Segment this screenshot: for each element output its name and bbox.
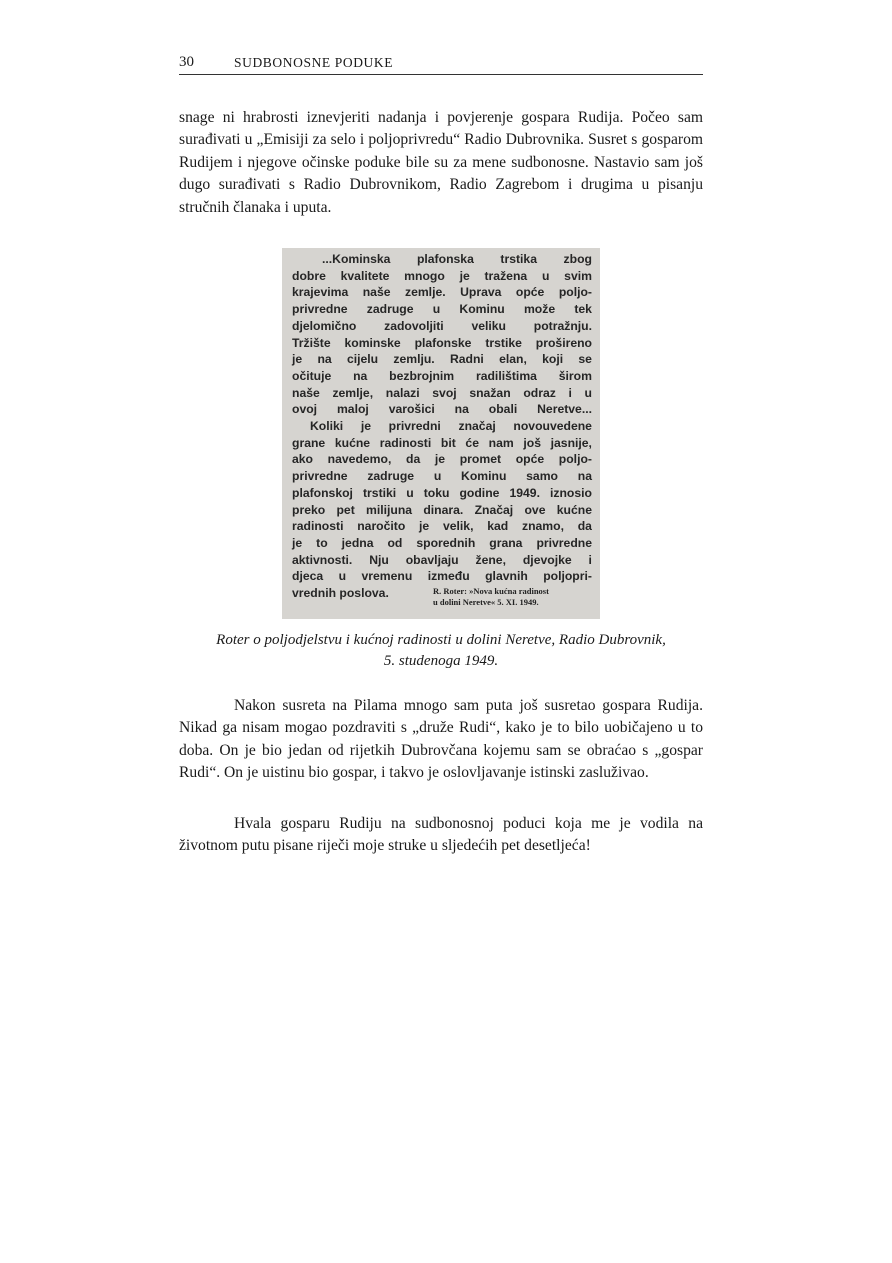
caption-line-1: Roter o poljodjelstvu i kućnoj radinosti u dolini Neretve, Radio Dubrovnik, — [216, 632, 666, 648]
body-paragraph-2: Nakon susreta na Pilama mnogo sam puta još susretao gospara Rudija. Nikad ga nisam mogao pozdraviti s „druže Rudi“, kako je to bilo uobičajeno u to doba. On je bio jedan od rijetkih Dubrovčana kojemu sam se obraćao s „gospar Rudi“. On je uistinu bio gospar, i takvo je oslovljavanje istinski zasluživao. — [179, 697, 703, 782]
clipping-line: privredne zadruge u Kominu može tek — [292, 302, 592, 317]
clipping-line: Tržište kominske plafonske trstike prošireno — [292, 335, 592, 350]
clipping-line: krajevima naše zemlje. Uprava opće poljo- — [292, 285, 592, 300]
body-paragraph-3: Hvala gosparu Rudiju na sudbonosnoj poduci koja me je vodila na životnom putu pisane riječi moje struke u sljedećih pet desetljeća! — [179, 815, 703, 855]
page-header — [179, 53, 703, 75]
clipping-line: Koliki je privredni značaj novouvedene — [310, 419, 592, 434]
clipping-source-line-2: u dolini Neretve« 5. XI. 1949. — [433, 597, 539, 607]
body-paragraph-1: snage ni hrabrosti iznevjeriti nadanja i povjerenje gospara Rudija. Počeo sam surađivati u „Emisiji za selo i poljoprivredu“ Radio Dubrovnika. Susret s gosparom Rudijem i njegove očinske poduke bile su za mene sudbonosne. Nastavio sam još dugo surađivati s Radio Dubrovnikom, Radio Zagrebom i drugima u pisanju stručnih članaka i uputa. — [179, 109, 703, 216]
clipping-line: djeca u vremenu između glavnih poljopri- — [292, 569, 592, 584]
caption-line-2: 5. studenoga 1949. — [383, 653, 499, 669]
clipping-line: plafonskoj trstiki u toku godine 1949. iznosio — [292, 485, 592, 500]
clipping-line: ovoj maloj varošici na obali Neretve... — [292, 402, 592, 417]
clipping-source-citation — [433, 586, 549, 608]
clipping-text — [292, 251, 592, 602]
clipping-line: ako navedemo, da je promet opće poljo- — [292, 452, 592, 467]
clipping-line: vrednih poslova. — [292, 586, 389, 601]
newspaper-clipping-image — [282, 248, 600, 619]
clipping-line: aktivnosti. Nju obavljaju žene, djevojke i — [292, 552, 592, 567]
clipping-line: djelomično zadovoljiti veliku potražnju. — [292, 318, 592, 333]
clipping-line: privredne zadruge u Kominu samo na — [292, 469, 592, 484]
clipping-line: je na cijelu zemlju. Radni elan, koji se — [292, 352, 592, 367]
clipping-line: je to jedna od sporednih grana privredne — [292, 535, 592, 550]
clipping-line: preko pet milijuna dinara. Značaj ove kućne — [292, 502, 592, 517]
image-caption — [179, 630, 703, 672]
clipping-line: ...Kominska plafonska trstika zbog — [322, 252, 592, 266]
clipping-line: grane kućne radinosti bit će nam još jasnije, — [292, 435, 592, 450]
clipping-source-line-1: R. Roter: »Nova kućna radinost — [433, 586, 549, 596]
clipping-line: očituje na bezbrojnim radilištima širom — [292, 368, 592, 383]
page-number: 30 — [179, 54, 194, 70]
clipping-line: naše zemlje, nalazi svoj snažan odraz i u — [292, 385, 592, 400]
clipping-line: radinosti naročito je velik, kad znamo, da — [292, 519, 592, 534]
clipping-line: dobre kvalitete mnogo je tražena u svim — [292, 268, 592, 283]
running-title: SUDBONOSNE PODUKE — [234, 55, 394, 70]
